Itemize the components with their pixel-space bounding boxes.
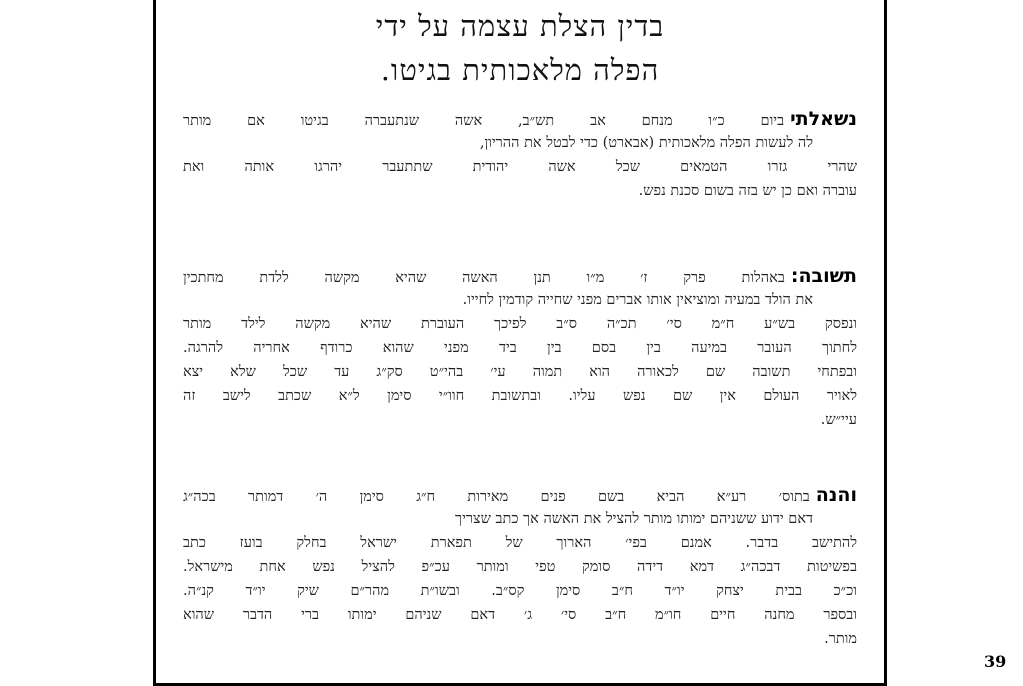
question-paragraph: [183, 107, 857, 203]
paragraph-line: לה לעשות הפלה מלאכותית (אבארט) כדי לבטל את ההריון,: [479, 135, 813, 151]
paragraph-line: עוברה ואם כן יש בזה בשום סכנת נפש.: [638, 183, 857, 199]
paragraph-line: דאם ידוע ששניהם ימותו מותר להציל את האשה אך כתב שצריך: [454, 511, 813, 527]
page-number: 39: [984, 652, 1007, 671]
paragraph-line: מותר.: [824, 631, 857, 647]
paragraph-lead-word: נשאלתי: [790, 108, 857, 130]
answer-paragraph: [183, 264, 857, 432]
paragraph-line: לחתוך העובר במיעה בין בסם בין ביד מפני שהוא כרודף אחריה להרגה.: [183, 340, 857, 356]
note-paragraph: [183, 483, 857, 651]
paragraph-line: והנהבתוס׳ רע״א הביא בשם פנים מאירות ח״ג סימן ה׳ דמותר בכה״ג: [183, 484, 857, 506]
paragraph-line: לאויר העולם אין שם נפש עליו. ובתשובת חוו״י סימן ל״א שכתב לישב זה: [183, 388, 857, 404]
heading-line-1: בדין הצלת עצמה על ידי: [375, 9, 665, 43]
paragraph-line: וכ״כ בבית יצחק יו״ד ח״ב סימן קס״ב. ובשו״ת מהר״ם שיק יו״ד קנ״ה.: [183, 583, 857, 599]
paragraph-line: ונפסק בש״ע ח״מ סי׳ תכ״ה ס״ב לפיכך העוברת שהיא מקשה לילד מותר: [183, 316, 857, 332]
paragraph-line: עיי״ש.: [820, 412, 857, 428]
paragraph-line: ובספר מחנה חיים חו״מ ח״ב סי׳ ג׳ דאם שניהם ימותו ברי הדבר שהוא: [183, 607, 857, 623]
paragraph-line: שהרי גזרו הטמאים שכל אשה יהודית שתתעבר יהרגו אותה ואת: [183, 159, 857, 175]
paragraph-line: בפשיטות דבכה״ג דמא דידה סומק טפי ומותר עכ״פ להציל נפש אחת מישראל.: [183, 559, 857, 575]
paragraph-lead-word: תשובה:: [790, 265, 857, 287]
paragraph-line: ובפתחי תשובה שם לכאורה הוא תמוה עי׳ בהי״ט סק״ג עד שכל שלא יצא: [183, 364, 857, 380]
document-page: [153, 0, 887, 686]
paragraph-line: את הולד במעיה ומוציאין אותו אברים מפני שחייה קודמין לחייו.: [462, 292, 813, 308]
paragraph-lead-word: והנה: [815, 484, 857, 506]
paragraph-line: נשאלתיביום כ״ו מנחם אב תש״ב, אשה שנתעברה בגיטו אם מותר: [183, 108, 857, 130]
paragraph-line: תשובה:באהלות פרק ז׳ מ״ו תנן האשה שהיא מקשה ללדת מחתכין: [183, 265, 857, 287]
heading-line-2: הפלה מלאכותית בגיטו.: [380, 53, 660, 87]
paragraph-line: להתישב בדבר. אמנם בפי׳ הארוך של תפארת ישראל בחלק בועז כתב: [183, 535, 857, 551]
